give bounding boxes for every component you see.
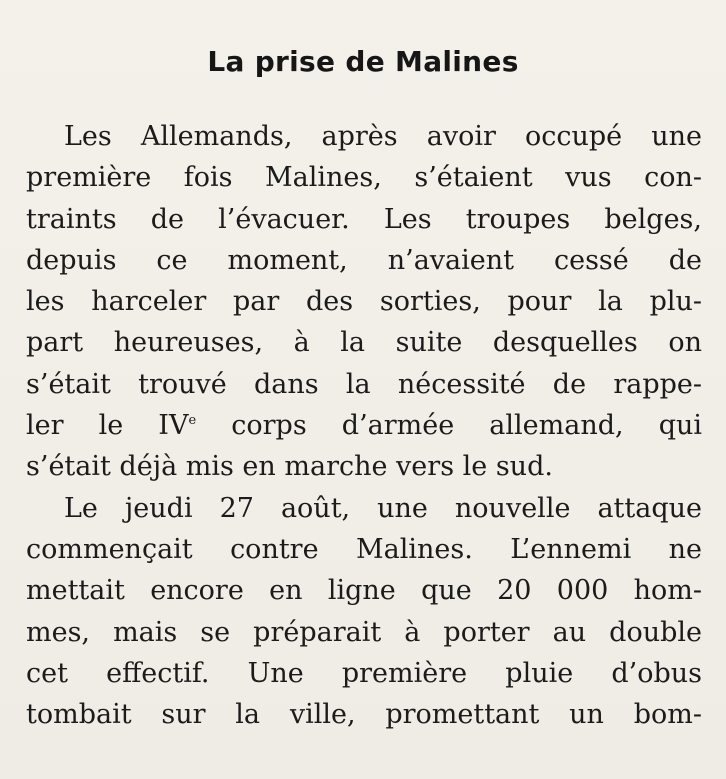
article-body	[26, 116, 702, 735]
text-line: traints de l’évacuer. Les troupes belges,	[26, 203, 702, 235]
text-line: les harceler par des sorties, pour la plu-	[26, 286, 702, 318]
text-line: mettait encore en ligne que 20 000 hom-	[26, 575, 702, 607]
superscript-e: e	[188, 413, 197, 429]
text-line: cet effectif. Une première pluie d’obus	[26, 657, 702, 689]
text-line: depuis ce moment, n’avaient cessé de	[26, 244, 702, 276]
text-line: première fois Malines, s’étaient vus con-	[26, 162, 702, 194]
text-segment: corps d’armée allemand, qui	[196, 410, 702, 442]
text-line: tombait sur la ville, promettant un bom-	[26, 699, 702, 731]
text-line-with-superscript	[26, 405, 702, 446]
text-line: part heureuses, à la suite desquelles on	[26, 327, 702, 359]
text-line: mes, mais se préparait à porter au double	[26, 616, 702, 648]
text-line: commençait contre Malines. L’ennemi ne	[26, 533, 702, 565]
text-line: Le jeudi 27 août, une nouvelle attaque	[64, 492, 702, 524]
text-line: s’était déjà mis en marche vers le sud.	[26, 451, 553, 483]
page-title: La prise de Malines	[207, 45, 519, 78]
text-line: s’était trouvé dans la nécessité de rappe-	[26, 368, 702, 400]
text-line: Les Allemands, après avoir occupé une	[64, 121, 702, 152]
text-segment: ler le IV	[26, 410, 189, 442]
